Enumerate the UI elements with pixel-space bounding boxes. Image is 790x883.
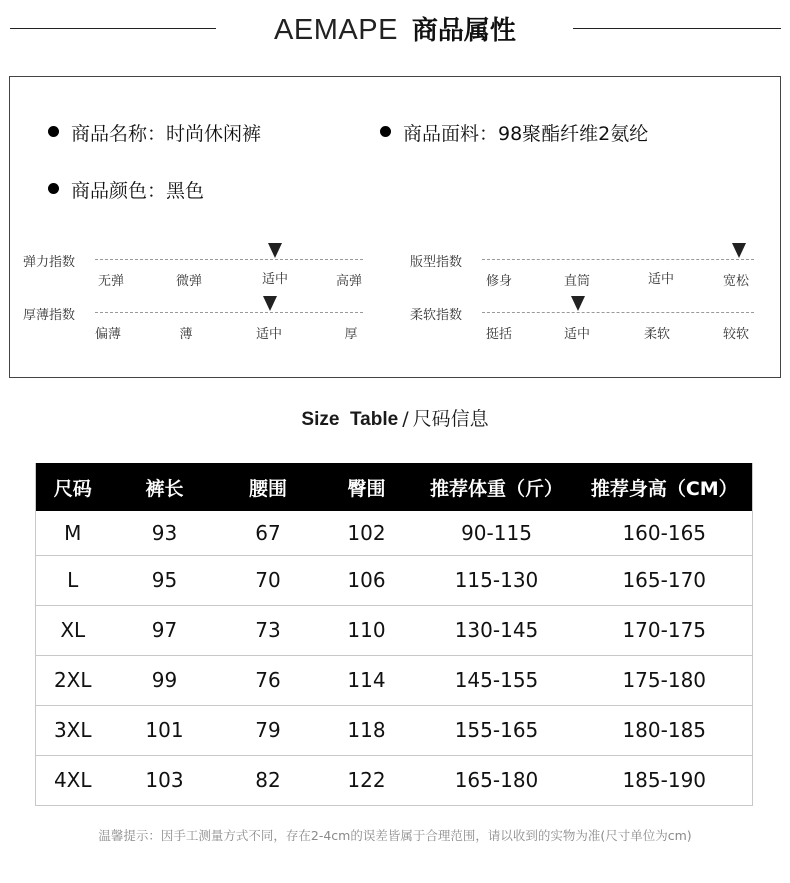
- attribute-name: 商品名称：时尚休闲裤: [48, 119, 261, 146]
- attribute-color: 商品颜色：黑色: [48, 176, 204, 203]
- table-cell: M: [36, 511, 110, 555]
- table-header-row: [36, 463, 753, 511]
- scale-rule: [95, 259, 363, 260]
- table-cell: L: [36, 555, 110, 605]
- table-cell: 122: [317, 755, 417, 805]
- table-cell: 3XL: [36, 705, 110, 755]
- scale-level: 偏薄: [94, 327, 122, 342]
- scale-label: 版型指数: [410, 255, 463, 270]
- scale-level: 修身: [485, 274, 513, 289]
- size-table-heading: Size Table / 尺码信息: [301, 408, 489, 430]
- scale-level: 厚: [344, 327, 358, 342]
- scale-level: 适中: [647, 272, 675, 287]
- table-row: [36, 605, 753, 655]
- table-cell: 115-130: [417, 555, 577, 605]
- column-header: 臀围: [317, 463, 417, 511]
- table-cell: 70: [220, 555, 317, 605]
- scale-level: 直筒: [563, 274, 591, 289]
- table-cell: 110: [317, 605, 417, 655]
- table-cell: 155-165: [417, 705, 577, 755]
- table-cell: 101: [110, 705, 220, 755]
- footnote: 温馨提示：因手工测量方式不同，存在2-4cm的误差皆属于合理范围，请以收到的实物为准(尺寸单位为cm): [98, 828, 692, 843]
- table-cell: XL: [36, 605, 110, 655]
- table-cell: 185-190: [577, 755, 753, 805]
- scale-softness: [410, 304, 765, 344]
- table-cell: 114: [317, 655, 417, 705]
- scale-marker-icon: [571, 296, 585, 311]
- scale-marker-icon: [263, 296, 277, 311]
- brand-name: AEMAPE: [274, 14, 398, 46]
- scale-rule: [482, 259, 754, 260]
- bullet-icon: [380, 126, 391, 137]
- scale-level: 适中: [255, 327, 283, 342]
- column-header: 腰围: [220, 463, 317, 511]
- scale-thickness: [23, 304, 373, 344]
- column-header: 裤长: [110, 463, 220, 511]
- table-cell: 79: [220, 705, 317, 755]
- scale-level: 微弹: [175, 274, 203, 289]
- scale-level: 宽松: [722, 274, 750, 289]
- table-cell: 82: [220, 755, 317, 805]
- scale-label: 弹力指数: [23, 255, 76, 270]
- table-cell: 2XL: [36, 655, 110, 705]
- table-cell: 73: [220, 605, 317, 655]
- scale-label: 柔软指数: [410, 308, 463, 323]
- table-cell: 97: [110, 605, 220, 655]
- table-cell: 102: [317, 511, 417, 555]
- scale-rule: [95, 312, 363, 313]
- table-cell: 90-115: [417, 511, 577, 555]
- table-cell: 95: [110, 555, 220, 605]
- scale-elasticity: [23, 251, 373, 291]
- table-cell: 99: [110, 655, 220, 705]
- table-cell: 175-180: [577, 655, 753, 705]
- table-row: [36, 511, 753, 555]
- bullet-icon: [48, 126, 59, 137]
- header-divider-right: [573, 28, 781, 29]
- scale-level: 高弹: [335, 274, 363, 289]
- table-cell: 93: [110, 511, 220, 555]
- table-cell: 165-180: [417, 755, 577, 805]
- scale-level: 较软: [722, 327, 750, 342]
- table-cell: 106: [317, 555, 417, 605]
- scale-fit: [410, 251, 765, 291]
- table-row: [36, 705, 753, 755]
- table-row: [36, 555, 753, 605]
- attribute-fabric: 商品面料：98聚酯纤维2氨纶: [380, 119, 648, 146]
- scale-level: 柔软: [643, 327, 671, 342]
- column-header: 推荐身高（CM）: [577, 463, 753, 511]
- bullet-icon: [48, 183, 59, 194]
- table-cell: 165-170: [577, 555, 753, 605]
- scale-label: 厚薄指数: [23, 308, 76, 323]
- table-cell: 4XL: [36, 755, 110, 805]
- attributes-panel: [9, 76, 781, 378]
- table-cell: 67: [220, 511, 317, 555]
- scale-level: 无弹: [97, 274, 125, 289]
- table-cell: 145-155: [417, 655, 577, 705]
- table-cell: 130-145: [417, 605, 577, 655]
- table-row: [36, 655, 753, 705]
- scale-level: 挺括: [485, 327, 513, 342]
- scale-level: 薄: [179, 327, 193, 342]
- header-divider-left: [10, 28, 216, 29]
- scale-rule: [482, 312, 754, 313]
- table-row: [36, 755, 753, 805]
- scale-marker-icon: [268, 243, 282, 258]
- column-header: 尺码: [36, 463, 110, 511]
- product-attributes-title: 商品属性: [411, 16, 516, 46]
- scale-level: 适中: [261, 272, 289, 287]
- table-cell: 118: [317, 705, 417, 755]
- scale-marker-icon: [732, 243, 746, 258]
- size-table: [35, 463, 753, 806]
- column-header: 推荐体重（斤）: [417, 463, 577, 511]
- table-cell: 180-185: [577, 705, 753, 755]
- table-cell: 160-165: [577, 511, 753, 555]
- table-cell: 170-175: [577, 605, 753, 655]
- table-cell: 76: [220, 655, 317, 705]
- section-title: [220, 10, 570, 47]
- scale-level: 适中: [563, 327, 591, 342]
- table-cell: 103: [110, 755, 220, 805]
